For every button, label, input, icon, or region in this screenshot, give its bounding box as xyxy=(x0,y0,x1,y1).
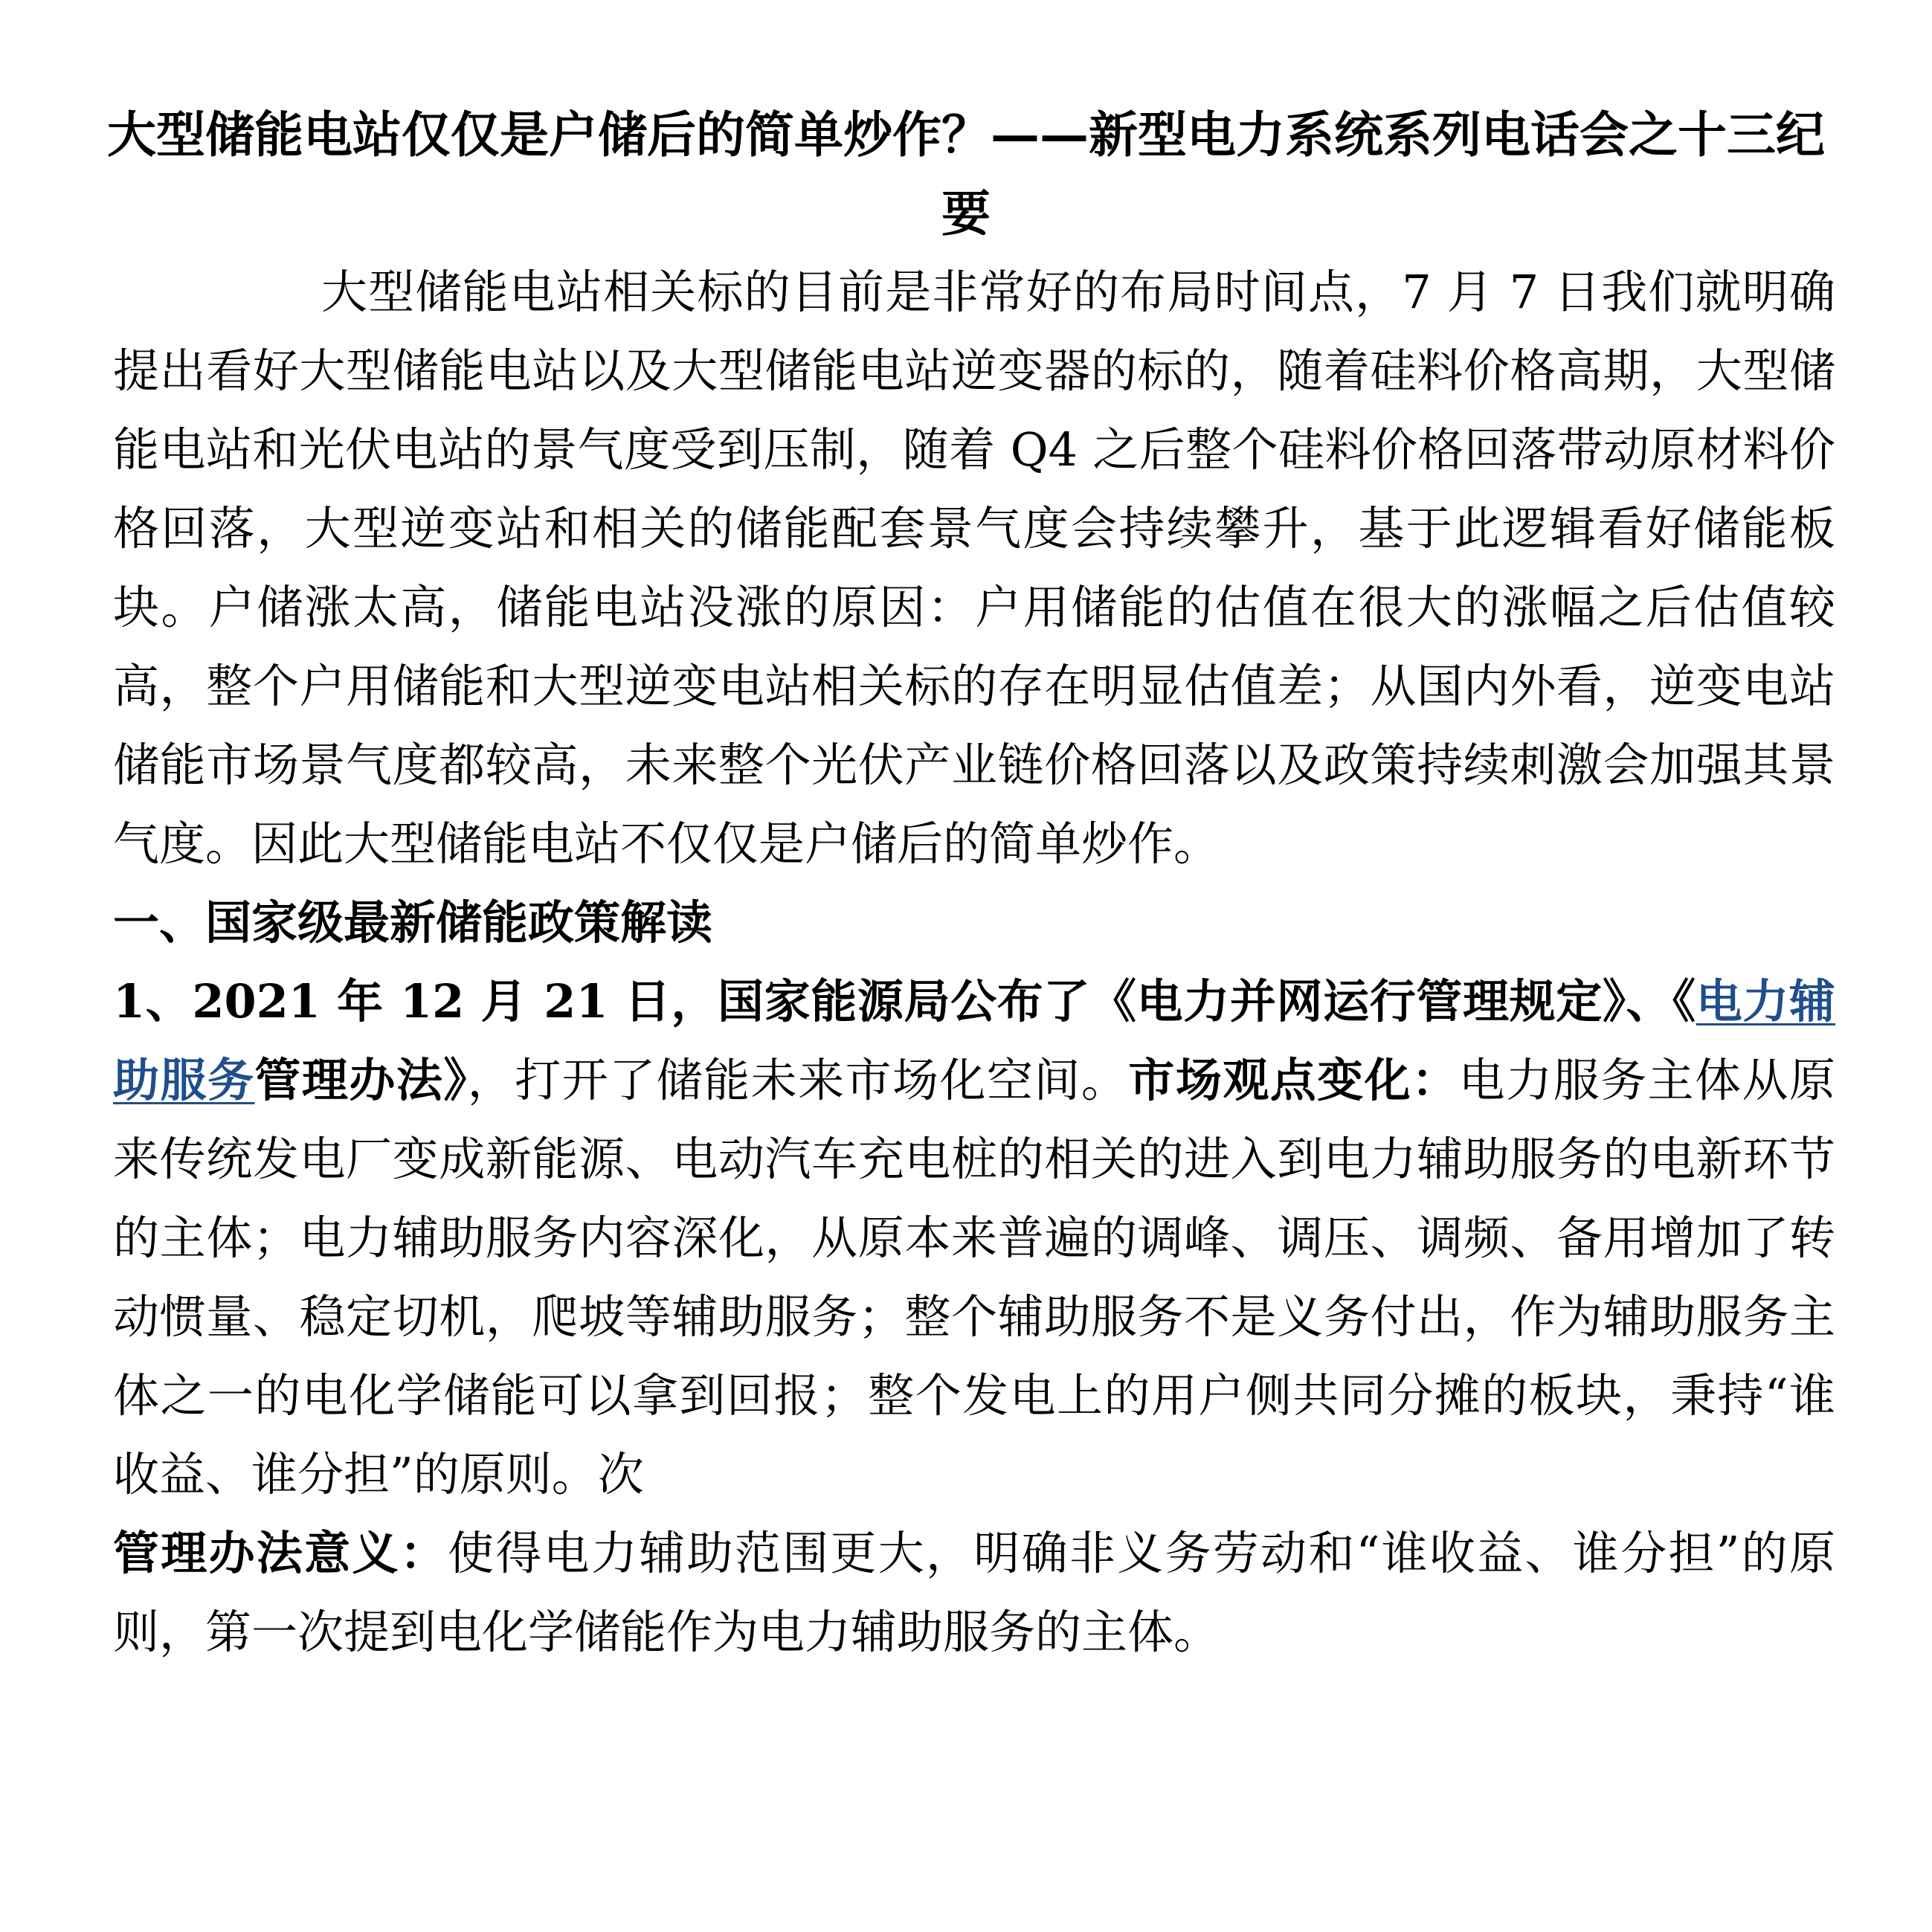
intro-paragraph: 大型储能电站相关标的目前是非常好的布局时间点，7 月 7 日我们就明确提出看好大型储能电站以及大型储能电站逆变器的标的，随着硅料价格高期，大型储能电站和光伏电站的景气度受到压制，随着 Q4 之后整个硅料价格回落带动原材料价格回落，大型逆变站和相关的储能配套景气度会持续攀升，基于此逻辑看好储能板块。户储涨太高，储能电站没涨的原因：户用储能的估值在很大的涨幅之后估值较高，整个户用储能和大型逆变电站相关标的存在明显估值差；从国内外看，逆变电站储能市场景气度都较高，未来整个光伏产业链价格回落以及政策持续刺激会加强其景气度。因此大型储能电站不仅仅是户储后的简单炒作。 xyxy=(113,265,1835,871)
item-1-lead-end: 管理办法》 xyxy=(254,1053,468,1107)
market-view-label: 市场观点变化： xyxy=(1128,1053,1459,1107)
section-heading: 一、国家级最新储能政策解读 xyxy=(113,895,713,950)
item-1-paragraph xyxy=(113,962,1835,1514)
item-1-lead: 1、2021 年 12 月 21 日，国家能源局公布了《电力并网运行管理规定》、《 xyxy=(113,974,1696,1028)
market-view-text: 电力服务主体从原来传统发电厂变成新能源、电动汽车充电桩的相关的进入到电力辅助服务的电新环节的主体；电力辅助服务内容深化，从原本来普遍的调峰、调压、调频、备用增加了转动惯量、稳定切机，爬坡等辅助服务；整个辅助服务不是义务付出，作为辅助服务主体之一的电化学储能可以拿到回报；整个发电上的用户侧共同分摊的板块，秉持“谁收益、谁分担”的原则。次 xyxy=(113,1053,1835,1501)
meaning-paragraph xyxy=(113,1514,1835,1672)
policy-link[interactable]: 电力辅助服务 xyxy=(113,974,1835,1107)
document-title: 大型储能电站仅仅是户储后的简单炒作？——新型电力系统系列电话会之十三纪要 xyxy=(107,106,1825,242)
meaning-label: 管理办法意义： xyxy=(113,1526,448,1580)
document-body xyxy=(113,253,1835,1672)
item-1-text: ，打开了储能未来市场化空间。 xyxy=(467,1053,1129,1107)
meaning-text: 使得电力辅助范围更大，明确非义务劳动和“谁收益、谁分担”的原则，第一次提到电化学储能作为电力辅助服务的主体。 xyxy=(113,1526,1835,1659)
